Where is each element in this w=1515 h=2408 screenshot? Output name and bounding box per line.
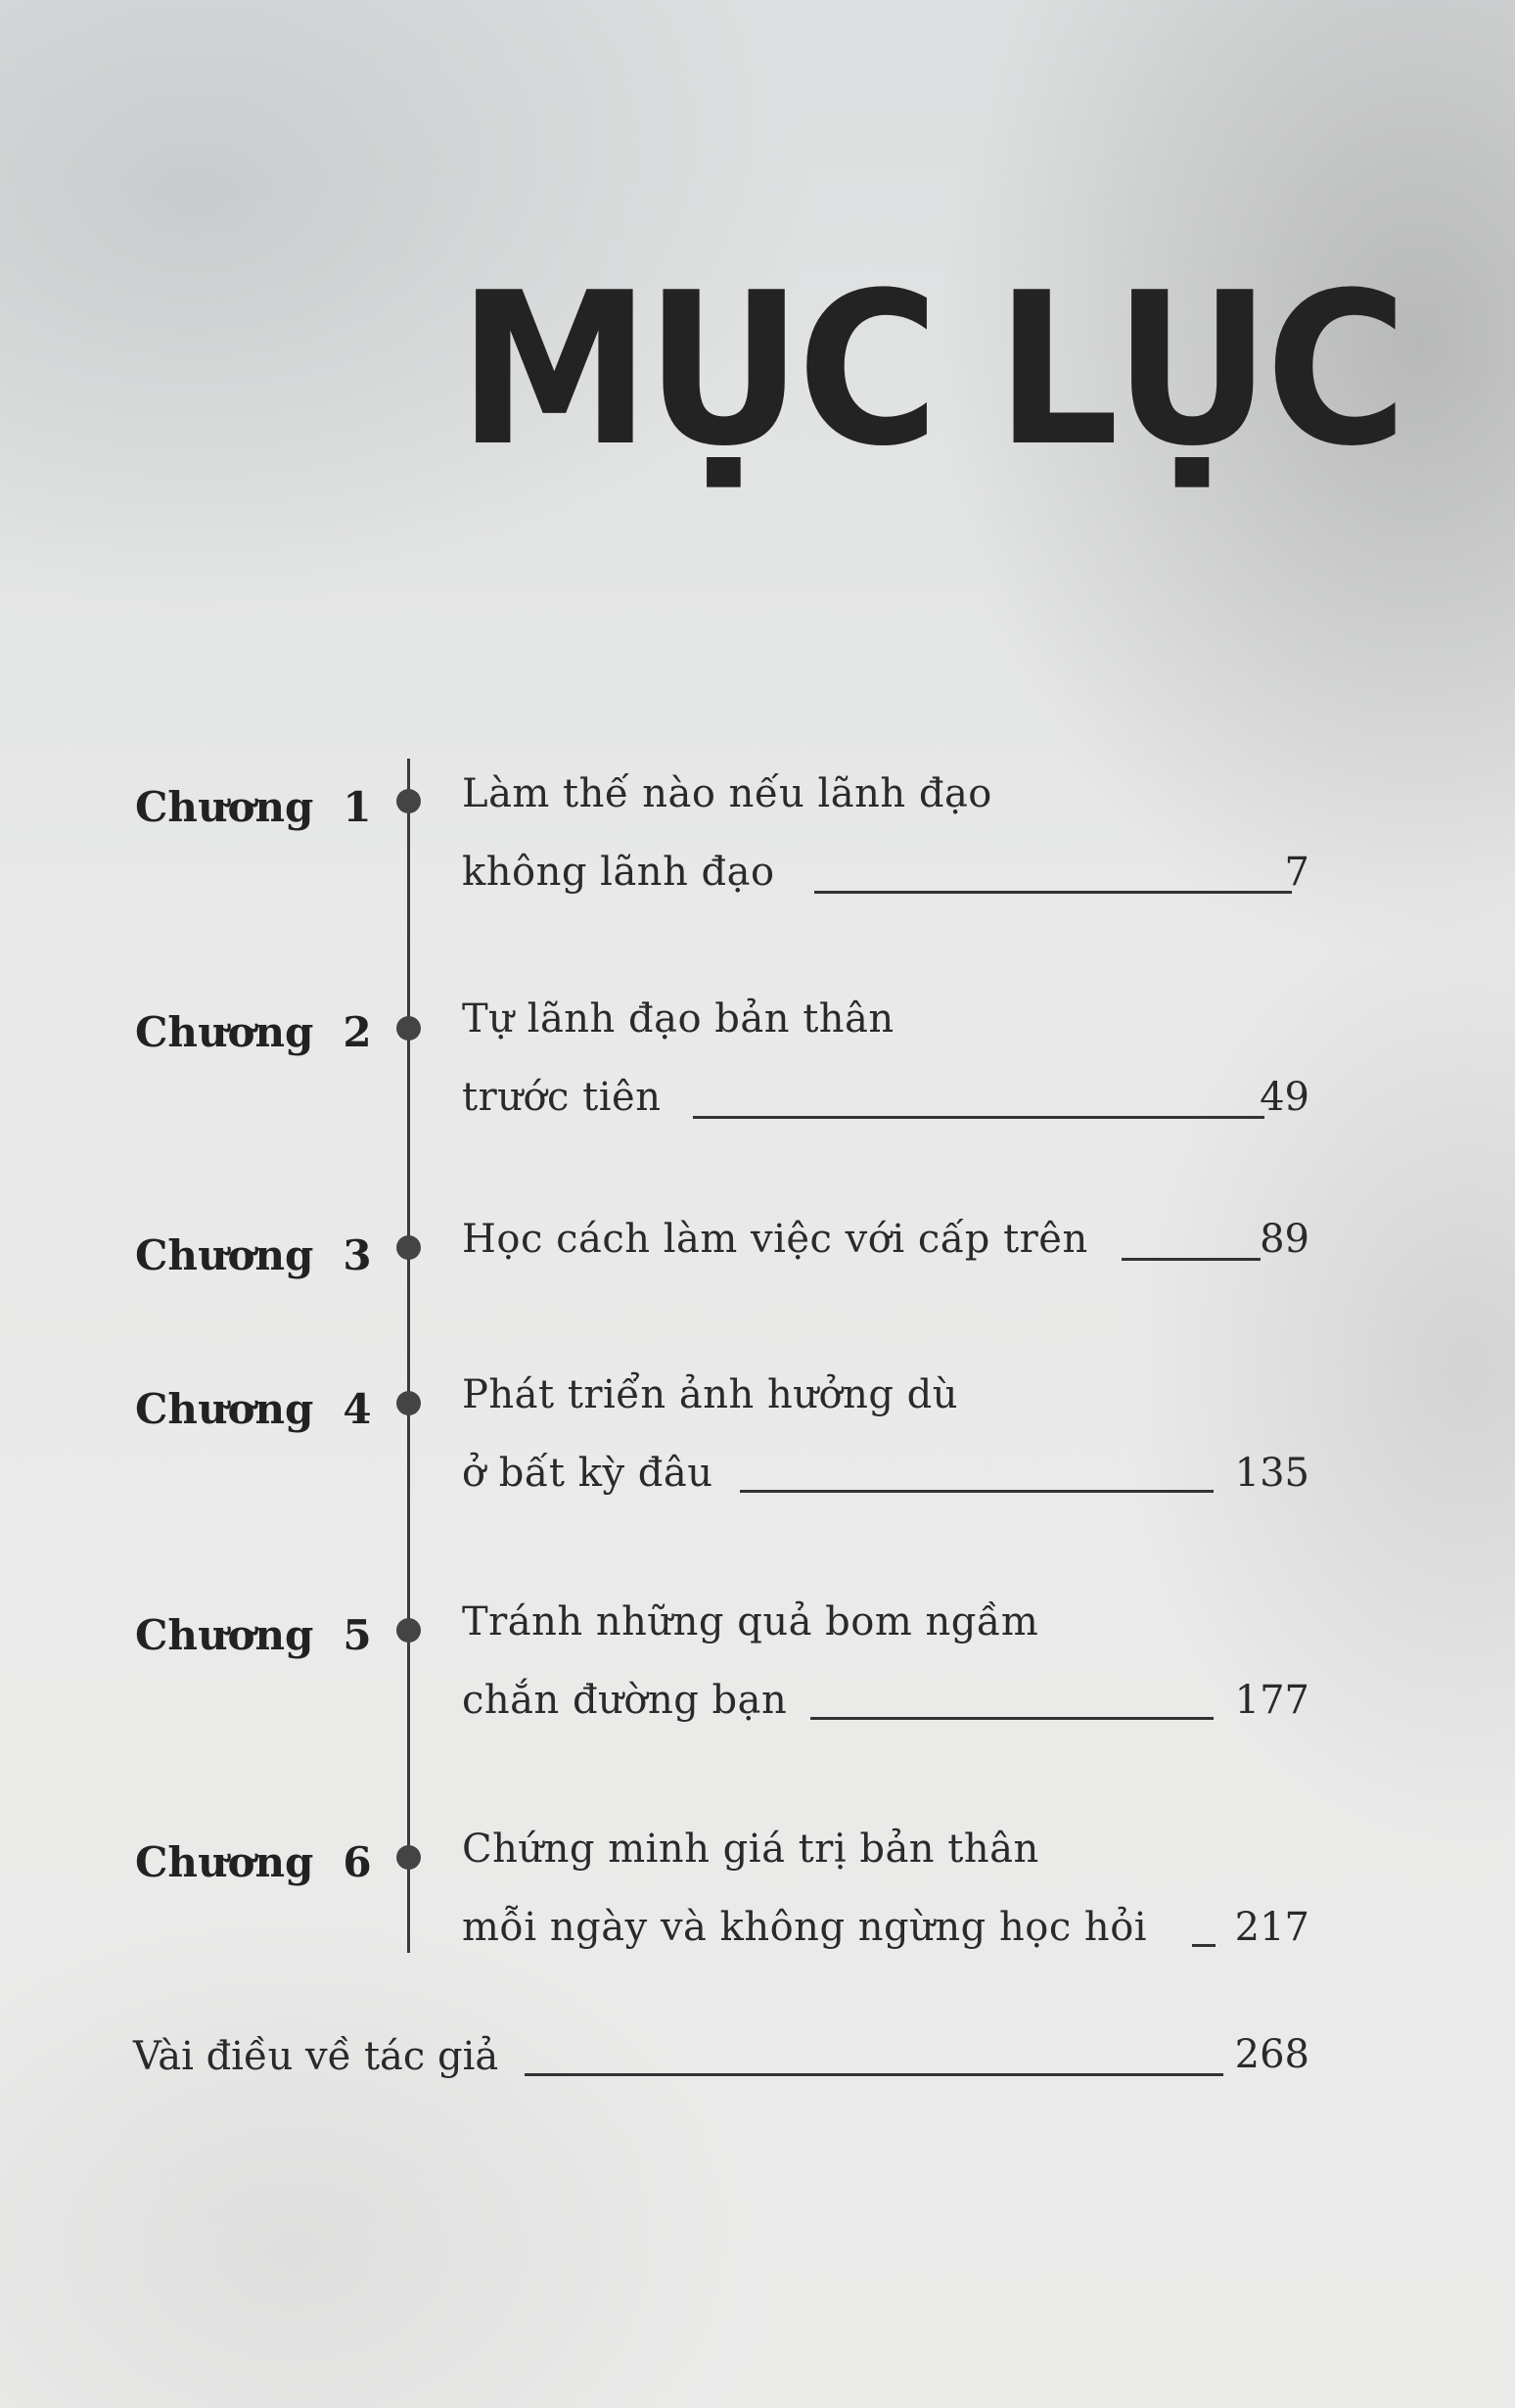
chapter-number: 3 (343, 1231, 372, 1279)
timeline-dot (396, 1618, 421, 1643)
chapter-title-line2: mỗi ngày và không ngừng học hỏi (462, 1905, 1148, 1950)
page-number: 268 (1234, 2032, 1309, 2077)
timeline-dot (396, 1235, 421, 1260)
chapter-number: 5 (343, 1611, 372, 1659)
page-number: 217 (1234, 1905, 1309, 1950)
timeline-dot (396, 1391, 421, 1415)
chapter-word: Chương (135, 783, 314, 831)
page-number: 89 (1260, 1217, 1309, 1262)
chapter-word: Chương (135, 1231, 314, 1279)
leader-line (814, 891, 1292, 894)
chapter-title-line2: ở bất kỳ đâu (462, 1451, 713, 1496)
timeline-dot (396, 1016, 421, 1041)
timeline-dot (396, 789, 421, 813)
page-number: 49 (1260, 1075, 1309, 1120)
leader-line (525, 2073, 1223, 2076)
leader-line (1122, 1258, 1261, 1261)
chapter-title-line2: trước tiên (462, 1075, 662, 1120)
author-section-label: Vài điều về tác giả (133, 2034, 499, 2079)
chapter-label (135, 1231, 372, 1279)
page-number: 7 (1284, 850, 1309, 895)
chapter-label (135, 1008, 372, 1056)
page-number: 177 (1234, 1678, 1309, 1723)
chapter-word: Chương (135, 1385, 314, 1433)
chapter-label (135, 1385, 372, 1433)
chapter-title-line2: chắn đường bạn (462, 1678, 788, 1723)
chapter-title-line2: không lãnh đạo (462, 850, 775, 895)
chapter-number: 4 (343, 1385, 372, 1433)
chapter-title-line1: Tự lãnh đạo bản thân (462, 996, 895, 1042)
chapter-number: 1 (343, 783, 372, 831)
page-title: MỤC LỤC (458, 247, 1402, 492)
chapter-number: 6 (343, 1838, 372, 1886)
chapter-title-line1: Làm thế nào nếu lãnh đạo (462, 771, 992, 816)
leader-line (693, 1116, 1264, 1119)
chapter-title-line1: Tránh những quả bom ngầm (462, 1599, 1039, 1644)
page-number: 135 (1234, 1451, 1309, 1496)
chapter-word: Chương (135, 1008, 314, 1056)
timeline-line (407, 759, 410, 1953)
chapter-label (135, 783, 372, 831)
chapter-title-line1: Chứng minh giá trị bản thân (462, 1827, 1039, 1872)
leader-line (1192, 1944, 1216, 1947)
chapter-word: Chương (135, 1611, 314, 1659)
leader-line (810, 1717, 1214, 1720)
chapter-title-line1: Phát triển ảnh hưởng dù (462, 1372, 959, 1417)
chapter-number: 2 (343, 1008, 372, 1056)
chapter-word: Chương (135, 1838, 314, 1886)
chapter-title-line1: Học cách làm việc với cấp trên (462, 1217, 1088, 1262)
chapter-label (135, 1611, 372, 1659)
chapter-label (135, 1838, 372, 1886)
leader-line (740, 1490, 1214, 1493)
timeline-dot (396, 1845, 421, 1870)
